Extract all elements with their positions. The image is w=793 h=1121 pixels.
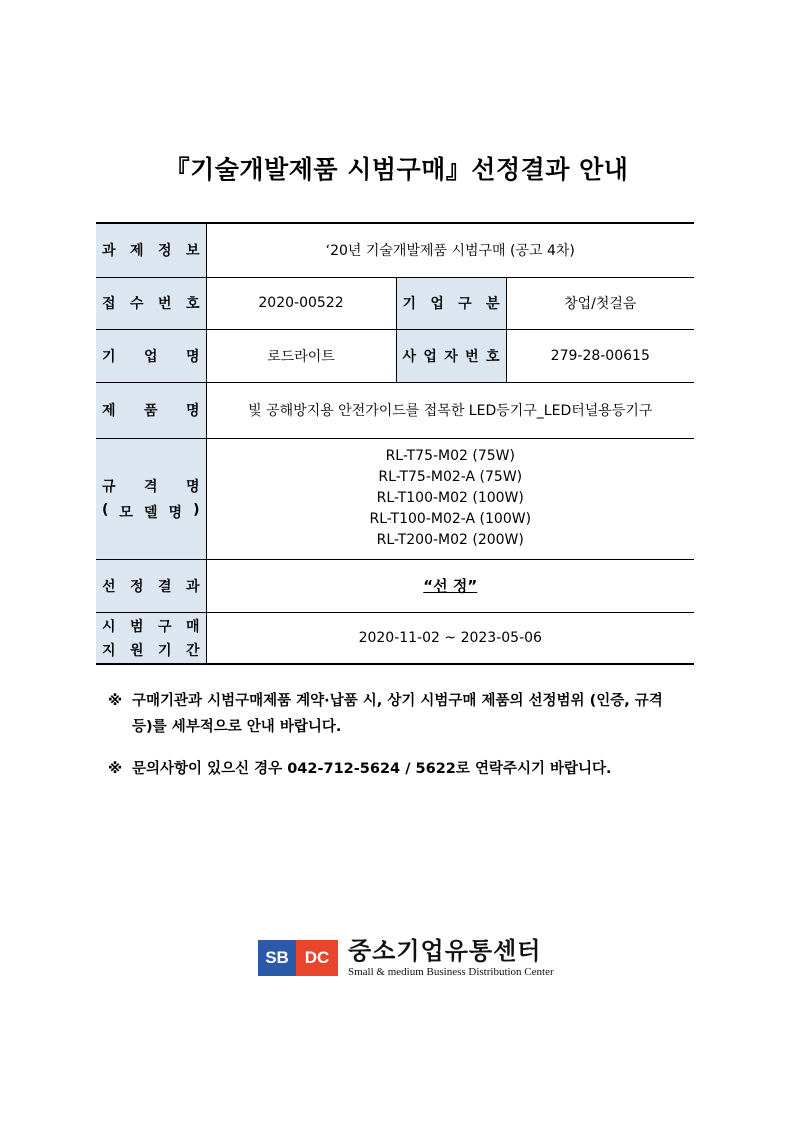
logo-mark-dc: DC <box>296 940 338 976</box>
company-type-label: 기 업 구 분 <box>396 277 506 329</box>
selection-info-table <box>96 222 694 665</box>
model-list <box>206 438 694 559</box>
spec-label-line2: ( 모 델 명 ) <box>102 501 200 521</box>
company-name-value: 로드라이트 <box>206 329 396 382</box>
row-spec <box>96 438 694 559</box>
note-text: 문의사항이 있으신 경우 042-712-5624 / 5622로 연락주시기 바랍니다. <box>132 761 612 777</box>
business-no-value: 279-28-00615 <box>506 329 694 382</box>
row-receipt <box>96 277 694 329</box>
page-title: 『기술개발제품 시범구매』선정결과 안내 <box>164 155 629 184</box>
project-info-label: 과 제 정 보 <box>96 223 206 277</box>
logo-name-korean: 중소기업유통센터 <box>348 937 542 965</box>
model-item: RL-T75-M02 (75W) <box>385 448 515 464</box>
model-item: RL-T200-M02 (200W) <box>376 532 524 548</box>
period-value: 2020-11-02 ~ 2023-05-06 <box>206 612 694 664</box>
logo-text <box>348 937 554 979</box>
result-label: 선 정 결 과 <box>96 559 206 612</box>
period-label <box>96 612 206 664</box>
logo-name-english: Small & medium Business Distribution Center <box>348 966 554 978</box>
row-result <box>96 559 694 612</box>
receipt-no-value: 2020-00522 <box>206 277 396 329</box>
company-name-label: 기 업 명 <box>96 329 206 382</box>
project-info-value: ‘20년 기술개발제품 시범구매 (공고 4차) <box>206 223 694 277</box>
row-period <box>96 612 694 664</box>
model-item: RL-T75-M02-A (75W) <box>378 469 523 485</box>
spec-label <box>96 438 206 559</box>
note-item <box>108 688 688 740</box>
result-selected-text: “선 정” <box>423 577 478 595</box>
row-project-info <box>96 223 694 277</box>
model-item: RL-T100-M02-A (100W) <box>369 511 532 527</box>
product-name-value: 빛 공해방지용 안전가이드를 접목한 LED등기구_LED터널용등기구 <box>206 382 694 438</box>
period-label-line2: 지 원 기 간 <box>102 642 200 659</box>
notes-section <box>108 688 688 798</box>
model-item: RL-T100-M02 (100W) <box>376 490 524 506</box>
sbdc-logo-mark <box>258 940 338 976</box>
note-text: 구매기관과 시범구매제품 계약·납품 시, 상기 시범구매 제품의 선정범위 (인증, 규격 등)를 세부적으로 안내 바랍니다. <box>132 693 663 735</box>
business-no-label: 사 업 자 번 호 <box>396 329 506 382</box>
receipt-no-label: 접 수 번 호 <box>96 277 206 329</box>
row-company <box>96 329 694 382</box>
logo-mark-sb: SB <box>258 940 296 976</box>
note-mark: ※ <box>108 693 123 709</box>
company-type-value: 창업/첫걸음 <box>506 277 694 329</box>
product-name-label: 제 품 명 <box>96 382 206 438</box>
sbdc-logo <box>258 930 554 986</box>
result-value <box>206 559 694 612</box>
period-label-line1: 시 범 구 매 <box>102 618 200 635</box>
note-item <box>108 756 688 782</box>
spec-label-line1: 규 격 명 <box>102 478 200 495</box>
row-product <box>96 382 694 438</box>
note-mark: ※ <box>108 761 123 777</box>
